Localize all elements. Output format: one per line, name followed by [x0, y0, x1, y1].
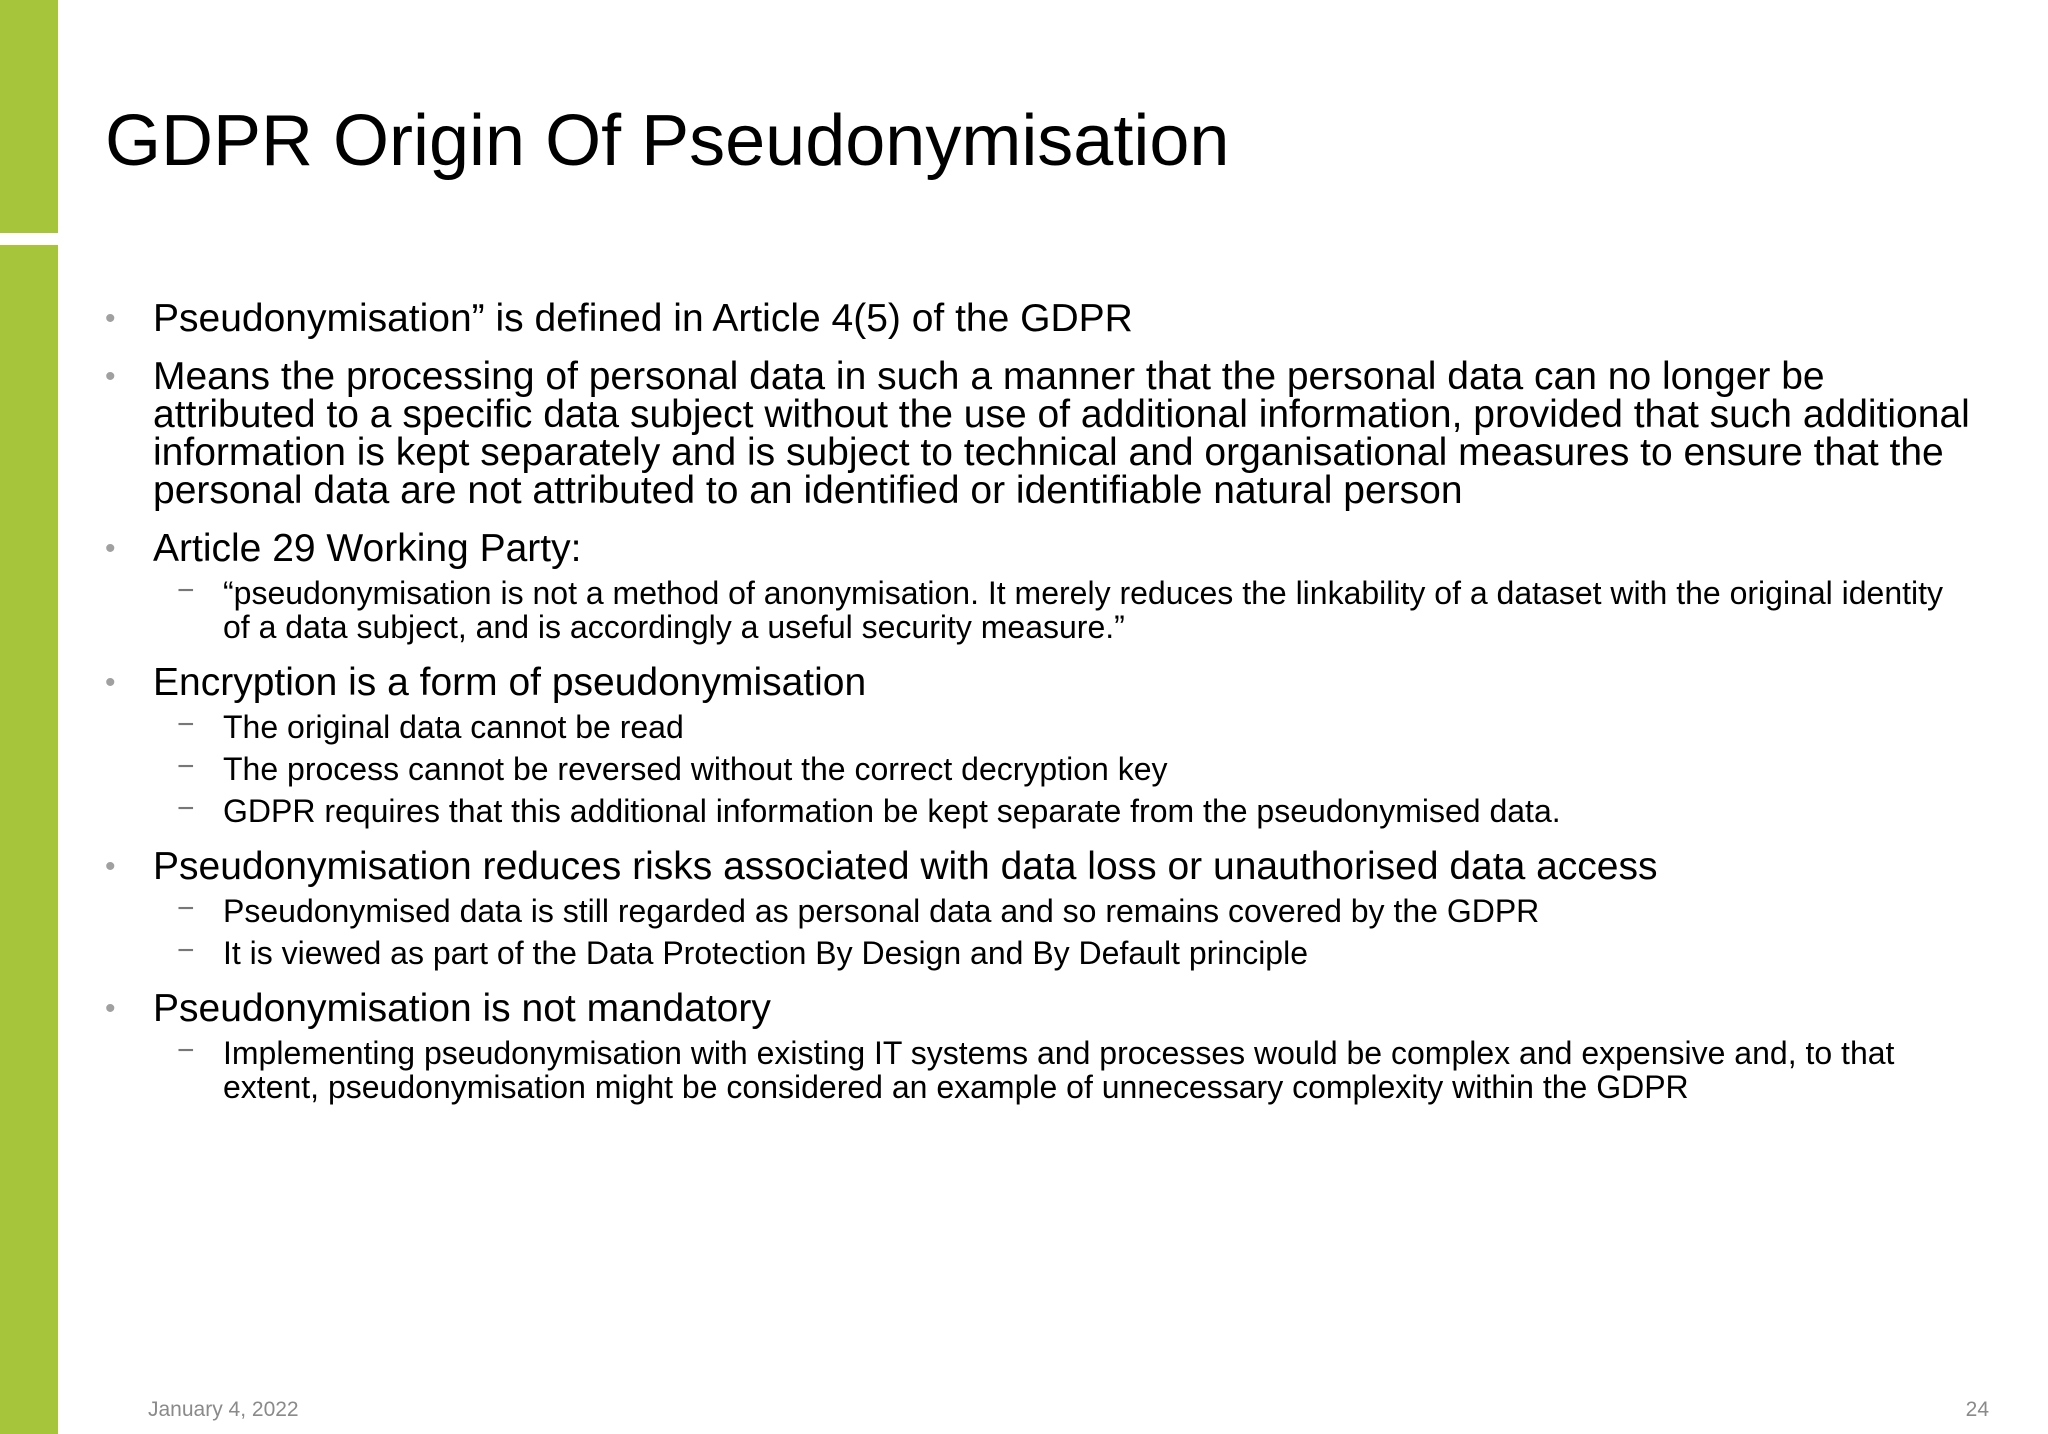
sub-item-text: Pseudonymised data is still regarded as personal data and so remains covered by the GDPR	[223, 893, 1540, 929]
sub-item-decryption-key	[105, 752, 1975, 786]
bullet-icon: •	[105, 360, 116, 393]
page-number: 24	[1965, 1398, 1989, 1421]
sub-item-text: The original data cannot be read	[223, 709, 684, 745]
bullet-text: Encryption is a form of pseudonymisation	[153, 661, 867, 704]
accent-bar-top	[0, 0, 58, 233]
dash-icon: −	[177, 574, 195, 607]
bullet-text: Means the processing of personal data in such a manner that the personal data can no longer be attributed to a specific data subject without the use of additional information, provided that such additional information is kept separately and is subject to technical and organisational measures to ensure that the personal data are not attributed to an identified or identifiable natural person	[153, 355, 1970, 512]
bullet-item-meaning	[105, 355, 1975, 512]
sub-item-kept-separate	[105, 794, 1975, 828]
bullet-text: Pseudonymisation is not mandatory	[153, 987, 771, 1030]
sub-item-text: “pseudonymisation is not a method of anonymisation. It merely reduces the linkability of a dataset with the original identity of a data subject, and is accordingly a useful security measure.”	[223, 575, 1944, 645]
dash-icon: −	[177, 934, 195, 967]
slide-body	[105, 297, 1975, 1105]
bullet-item-working-party	[105, 527, 1975, 570]
sub-item-by-design	[105, 936, 1975, 970]
bullet-icon: •	[105, 992, 116, 1025]
sub-item-text: GDPR requires that this additional information be kept separate from the pseudonymised data.	[223, 793, 1561, 829]
bullet-icon: •	[105, 666, 116, 699]
bullet-icon: •	[105, 302, 116, 335]
bullet-icon: •	[105, 850, 116, 883]
bullet-item-not-mandatory	[105, 987, 1975, 1030]
dash-icon: −	[177, 792, 195, 825]
sub-item-text: Implementing pseudonymisation with existing IT systems and processes would be complex and expensive and, to that extent, pseudonymisation might be considered an example of unnecessary complexity within the GDPR	[223, 1035, 1895, 1105]
sub-item-original-data	[105, 710, 1975, 744]
bullet-text: Pseudonymisation reduces risks associated with data loss or unauthorised data access	[153, 845, 1658, 888]
slide-title: GDPR Origin Of Pseudonymisation	[105, 101, 1230, 181]
sub-item-text: The process cannot be reversed without the correct decryption key	[223, 751, 1168, 787]
bullet-item-definition	[105, 297, 1975, 340]
bullet-text: Article 29 Working Party:	[153, 527, 582, 570]
sub-item-still-personal-data	[105, 894, 1975, 928]
sub-item-text: It is viewed as part of the Data Protection By Design and By Default principle	[223, 935, 1308, 971]
bullet-item-encryption	[105, 661, 1975, 704]
dash-icon: −	[177, 1034, 195, 1067]
bullet-icon: •	[105, 532, 116, 565]
sub-item-quote	[105, 576, 1975, 644]
dash-icon: −	[177, 892, 195, 925]
bullet-text: Pseudonymisation” is defined in Article 4(5) of the GDPR	[153, 297, 1133, 340]
dash-icon: −	[177, 708, 195, 741]
sub-item-complexity	[105, 1036, 1975, 1104]
footer-date: January 4, 2022	[148, 1398, 299, 1421]
accent-bar-bottom	[0, 245, 58, 1434]
bullet-item-reduces-risks	[105, 845, 1975, 888]
dash-icon: −	[177, 750, 195, 783]
